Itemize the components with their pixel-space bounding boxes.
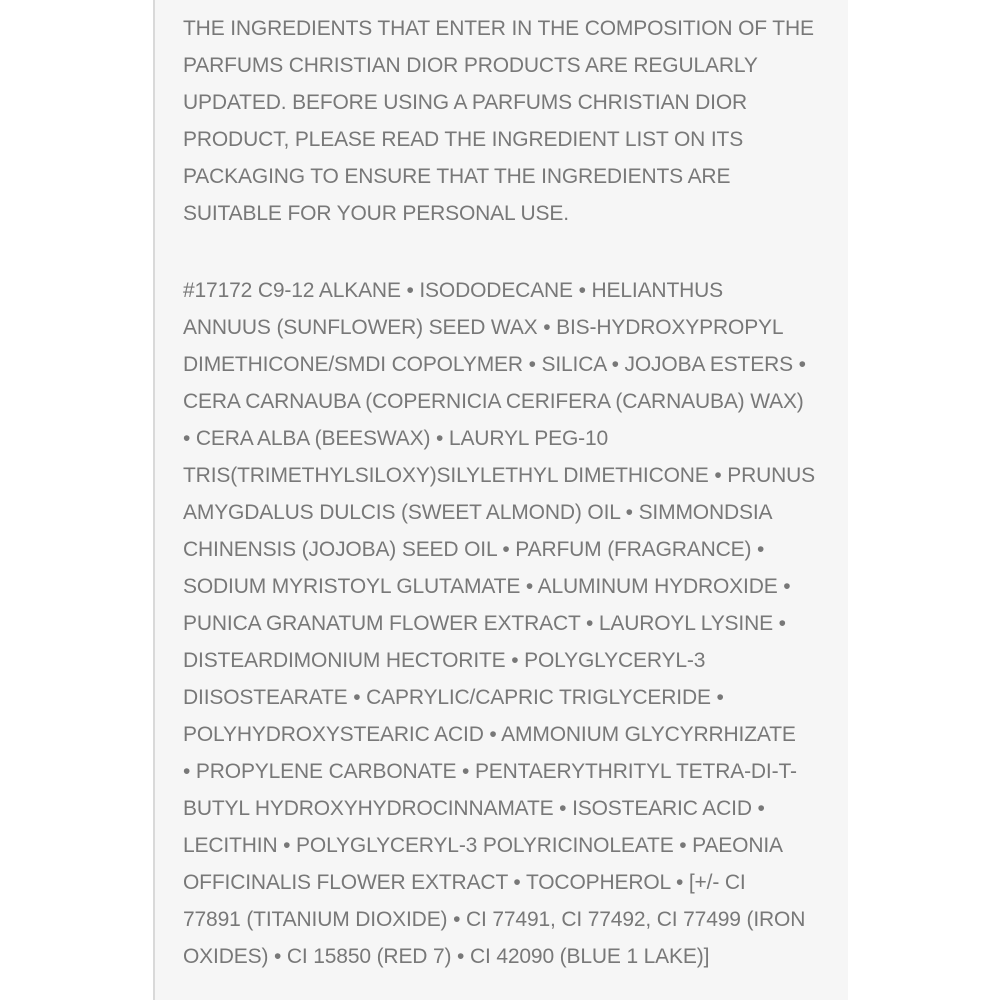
ingredient-line: CERA CARNAUBA (COPERNICIA CERIFERA (CARNAUBA) WAX) bbox=[183, 390, 804, 413]
ingredient-update-notice bbox=[183, 10, 853, 232]
ingredient-line: ANNUUS (SUNFLOWER) SEED WAX • BIS-HYDROXYPROPYL bbox=[183, 316, 784, 339]
ingredient-line: #17172 C9-12 ALKANE • ISODODECANE • HELIANTHUS bbox=[183, 279, 724, 302]
notice-line: THE INGREDIENTS THAT ENTER IN THE COMPOSITION OF THE bbox=[183, 17, 814, 40]
notice-line: UPDATED. BEFORE USING A PARFUMS CHRISTIAN DIOR bbox=[183, 91, 748, 114]
ingredient-line: OXIDES) • CI 15850 (RED 7) • CI 42090 (BLUE 1 LAKE)] bbox=[183, 945, 710, 968]
ingredient-line: • CERA ALBA (BEESWAX) • LAURYL PEG-10 bbox=[183, 427, 609, 450]
ingredient-line: CHINENSIS (JOJOBA) SEED OIL • PARFUM (FRAGRANCE) • bbox=[183, 538, 765, 561]
ingredient-list bbox=[183, 272, 853, 975]
ingredient-line: LECITHIN • POLYGLYCERYL-3 POLYRICINOLEATE • PAEONIA bbox=[183, 834, 783, 857]
notice-line: PARFUMS CHRISTIAN DIOR PRODUCTS ARE REGULARLY bbox=[183, 54, 758, 77]
notice-line: PACKAGING TO ENSURE THAT THE INGREDIENTS ARE bbox=[183, 165, 731, 188]
ingredient-line: DIMETHICONE/SMDI COPOLYMER • SILICA • JOJOBA ESTERS • bbox=[183, 353, 806, 376]
ingredient-line: PUNICA GRANATUM FLOWER EXTRACT • LAUROYL LYSINE • bbox=[183, 612, 786, 635]
ingredient-line: DIISOSTEARATE • CAPRYLIC/CAPRIC TRIGLYCERIDE • bbox=[183, 686, 724, 709]
ingredient-line: DISTEARDIMONIUM HECTORITE • POLYGLYCERYL-3 bbox=[183, 649, 706, 672]
ingredient-line: 77891 (TITANIUM DIOXIDE) • CI 77491, CI 77492, CI 77499 (IRON bbox=[183, 908, 806, 931]
ingredient-line: TRIS(TRIMETHYLSILOXY)SILYLETHYL DIMETHICONE • PRUNUS bbox=[183, 464, 815, 487]
ingredient-line: • PROPYLENE CARBONATE • PENTAERYTHRITYL TETRA-DI-T- bbox=[183, 760, 797, 783]
ingredient-line: OFFICINALIS FLOWER EXTRACT • TOCOPHEROL • [+/- CI bbox=[183, 871, 746, 894]
ingredients-panel bbox=[153, 0, 848, 1000]
notice-line: SUITABLE FOR YOUR PERSONAL USE. bbox=[183, 202, 569, 225]
ingredient-line: AMYGDALUS DULCIS (SWEET ALMOND) OIL • SIMMONDSIA bbox=[183, 501, 773, 524]
notice-line: PRODUCT, PLEASE READ THE INGREDIENT LIST ON ITS bbox=[183, 128, 744, 151]
ingredient-line: SODIUM MYRISTOYL GLUTAMATE • ALUMINUM HYDROXIDE • bbox=[183, 575, 791, 598]
ingredient-line: POLYHYDROXYSTEARIC ACID • AMMONIUM GLYCYRRHIZATE bbox=[183, 723, 796, 746]
ingredient-line: BUTYL HYDROXYHYDROCINNAMATE • ISOSTEARIC ACID • bbox=[183, 797, 765, 820]
